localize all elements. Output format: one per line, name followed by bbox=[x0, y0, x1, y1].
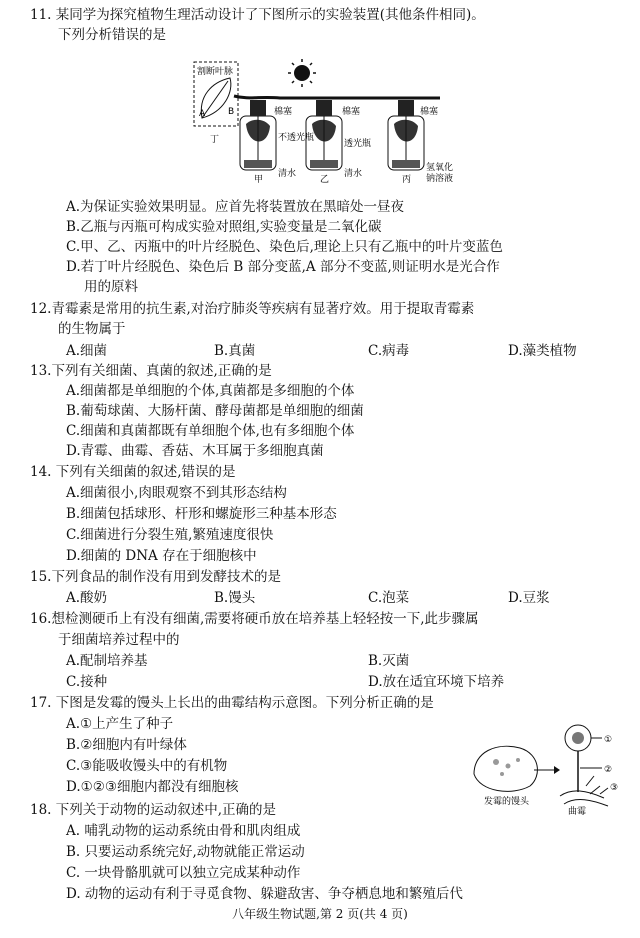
q11-option-d: D.若丁叶片经脱色、染色后 B 部分变蓝,A 部分不变蓝,则证明水是光合作 bbox=[66, 259, 500, 275]
q17-option-a: A.①上产生了种子 bbox=[66, 716, 174, 732]
label-part-3: ③ bbox=[610, 783, 619, 793]
q11-stem-cont: 下列分析错误的是 bbox=[58, 27, 166, 43]
q18-stem: 18. 下列关于动物的运动叙述中,正确的是 bbox=[30, 802, 277, 818]
svg-text:清水: 清水 bbox=[278, 169, 297, 179]
bottle-jia bbox=[240, 100, 276, 185]
q16-option-d: D.放在适宜环境下培养 bbox=[368, 674, 505, 690]
q12-stem: 12.青霉素是常用的抗生素,对治疗肺炎等疾病有显著疗效。用于提取青霉素 bbox=[30, 301, 475, 317]
q12-option-c: C.病毒 bbox=[368, 343, 410, 359]
q18-option-b: B. 只要运动系统完好,动物就能正常运动 bbox=[66, 844, 305, 860]
q11-option-d-cont: 用的原料 bbox=[84, 279, 138, 295]
q17-stem: 17. 下图是发霉的馒头上长出的曲霉结构示意图。下列分析正确的是 bbox=[30, 695, 434, 711]
q11-experiment-figure bbox=[190, 56, 460, 204]
q17-mold-figure bbox=[468, 716, 624, 816]
q11-stem: 11. 某同学为探究植物生理活动设计了下图所示的实验装置(其他条件相同)。 bbox=[30, 7, 485, 23]
q18-option-a: A. 哺乳动物的运动系统由骨和肌肉组成 bbox=[66, 823, 301, 839]
bottle-bing bbox=[388, 100, 424, 185]
q16-option-b: B.灭菌 bbox=[368, 653, 410, 669]
page-footer: 八年级生物试题,第 2 页(共 4 页) bbox=[232, 907, 408, 921]
q13-option-d: D.青霉、曲霉、香菇、木耳属于多细胞真菌 bbox=[66, 443, 324, 459]
q17-option-b: B.②细胞内有叶绿体 bbox=[66, 737, 187, 753]
q16-stem: 16.想检测硬币上有没有细菌,需要将硬币放在培养基上轻轻按一下,此步骤属 bbox=[30, 611, 479, 627]
q18-option-d: D. 动物的运动有利于寻觅食物、躲避敌害、争夺栖息地和繁殖后代 bbox=[66, 886, 463, 902]
svg-text:棉塞: 棉塞 bbox=[342, 107, 361, 117]
label-opaque: 不透光瓶 bbox=[278, 133, 315, 143]
label-moldy-bun: 发霉的馒头 bbox=[484, 797, 530, 807]
label-part-2: ② bbox=[604, 765, 613, 775]
svg-text:丙: 丙 bbox=[402, 175, 412, 185]
q16-stem-cont: 于细菌培养过程中的 bbox=[58, 632, 180, 648]
q15-option-c: C.泡菜 bbox=[368, 590, 410, 606]
label-aspergillus: 曲霉 bbox=[568, 807, 587, 816]
q11-option-a: A.为保证实验效果明显。应首先将装置放在黑暗处一昼夜 bbox=[66, 199, 405, 215]
q17-option-c: C.③能吸收馒头中的有机物 bbox=[66, 758, 228, 774]
q12-stem-cont: 的生物属于 bbox=[58, 321, 126, 337]
label-b: B bbox=[228, 107, 235, 117]
q13-option-a: A.细菌都是单细胞的个体,真菌都是多细胞的个体 bbox=[66, 383, 355, 399]
q15-option-a: A.酸奶 bbox=[66, 590, 108, 606]
label-a: A bbox=[199, 109, 206, 119]
svg-text:清水: 清水 bbox=[344, 169, 363, 179]
svg-text:钠溶液: 钠溶液 bbox=[426, 174, 454, 184]
q11-option-b: B.乙瓶与丙瓶可构成实验对照组,实验变量是二氧化碳 bbox=[66, 219, 382, 235]
label-clear: 透光瓶 bbox=[344, 139, 372, 149]
svg-text:棉塞: 棉塞 bbox=[420, 107, 439, 117]
label-cut-vein: 割断叶脉 bbox=[197, 67, 234, 77]
q15-option-b: B.馒头 bbox=[214, 590, 256, 606]
q13-stem: 13.下列有关细菌、真菌的叙述,正确的是 bbox=[30, 363, 272, 379]
q18-option-c: C. 一块骨骼肌就可以独立完成某种动作 bbox=[66, 865, 301, 881]
label-ding: 丁 bbox=[210, 135, 220, 145]
q13-option-b: B.葡萄球菌、大肠杆菌、酵母菌都是单细胞的细菌 bbox=[66, 403, 364, 419]
q13-option-c: C.细菌和真菌都既有单细胞个体,也有多细胞个体 bbox=[66, 423, 355, 439]
svg-text:氢氧化: 氢氧化 bbox=[426, 163, 454, 173]
svg-text:棉塞: 棉塞 bbox=[274, 107, 293, 117]
q16-option-a: A.配制培养基 bbox=[66, 653, 148, 669]
q12-option-d: D.藻类植物 bbox=[508, 343, 577, 359]
q14-option-c: C.细菌进行分裂生殖,繁殖速度很快 bbox=[66, 527, 274, 543]
moldy-bun bbox=[474, 746, 537, 791]
q12-option-b: B.真菌 bbox=[214, 343, 256, 359]
svg-text:乙: 乙 bbox=[320, 175, 330, 185]
q14-option-b: B.细菌包括球形、杆形和螺旋形三种基本形态 bbox=[66, 506, 337, 522]
q15-option-d: D.豆浆 bbox=[508, 590, 550, 606]
q17-option-d: D.①②③细胞内都没有细胞核 bbox=[66, 779, 239, 795]
svg-text:甲: 甲 bbox=[254, 175, 264, 185]
q14-option-d: D.细菌的 DNA 存在于细胞核中 bbox=[66, 548, 257, 564]
q15-stem: 15.下列食品的制作没有用到发酵技术的是 bbox=[30, 569, 281, 585]
q11-option-c: C.甲、乙、丙瓶中的叶片经脱色、染色后,理论上只有乙瓶中的叶片变蓝色 bbox=[66, 239, 503, 255]
q14-stem: 14. 下列有关细菌的叙述,错误的是 bbox=[30, 464, 236, 480]
q16-option-c: C.接种 bbox=[66, 674, 108, 690]
q14-option-a: A.细菌很小,肉眼观察不到其形态结构 bbox=[66, 485, 287, 501]
q12-option-a: A.细菌 bbox=[66, 343, 108, 359]
label-part-1: ① bbox=[604, 735, 613, 745]
sun-icon bbox=[288, 59, 316, 87]
